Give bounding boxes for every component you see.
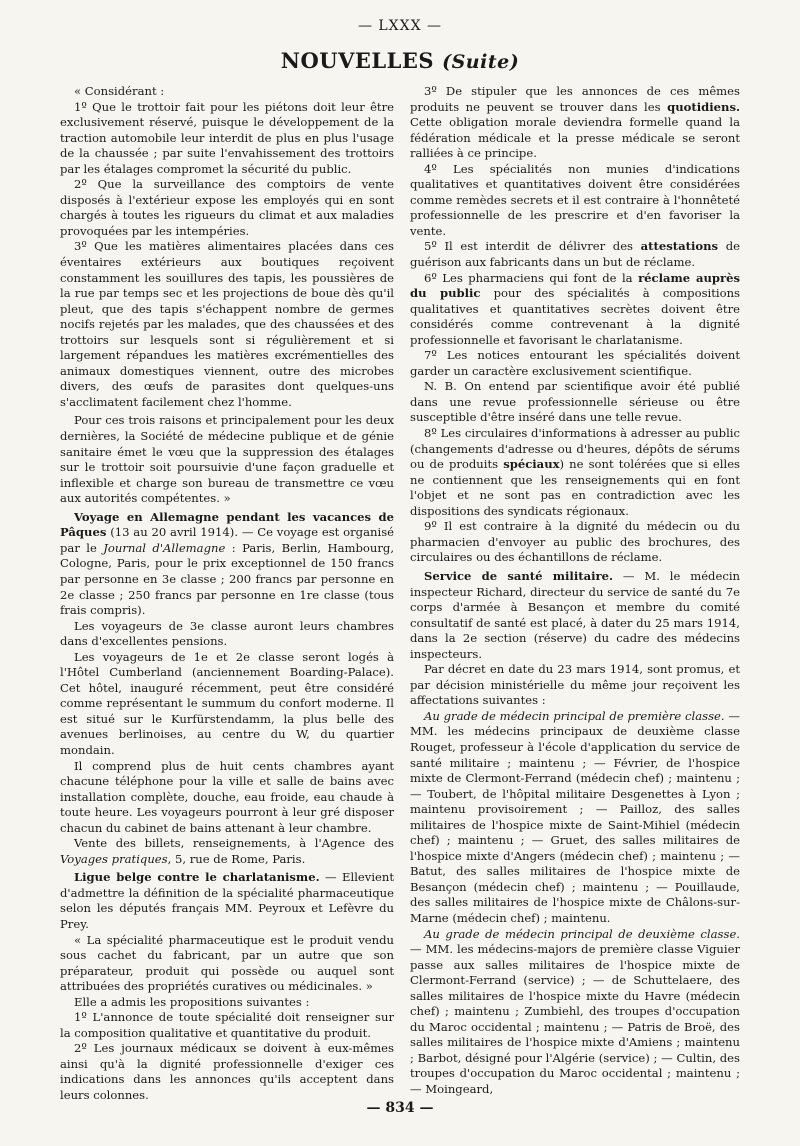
page-numeral: — LXXX — [357, 18, 443, 34]
ligue-paragraph [60, 870, 394, 932]
paragraph: Les voyageurs de 1e et 2e classe seront logés à l'Hôtel Cumberland (anciennement Boarding-Palace). Cet hôtel, inauguré récemment, peut être considéré comme représentant le summum du confort moderne. Il est situé sur le Kurfürstendamm, la plus belle des avenues berlinoises, au centre du W, du quartier mondain. [60, 649, 394, 757]
text: de guérison aux fabricants dans un but de réclame. [410, 239, 741, 270]
text: pour des spécialités à compositions qualitatives et quantitatives secrètes doivent être considérés comme contrevenant à la dignité professionnelle et favorisant le charlatanisme. [410, 286, 740, 347]
journal-title: Journal d'Allemagne [103, 540, 226, 555]
paragraph: 9º Il est contraire à la dignité du médecin ou du pharmacien d'envoyer au public des brochures, des circulaires ou des échantillons de réclame. [410, 519, 740, 565]
paragraph: Il comprend plus de huit cents chambres ayant chacune téléphone pour la ville et salle de bains avec installation complète, douche, eau froide, eau chaude à toute heure. Les voyageurs pourront à leur gré disposer chacun du cabinet de bains attenant à leur chambre. [60, 758, 394, 835]
text: 5º Il est interdit de délivrer des [424, 239, 634, 254]
agency-name: Voyages pratiques [60, 851, 168, 866]
paragraph [410, 84, 740, 162]
page-number: — 834 — [366, 1100, 434, 1116]
text: Cette obligation morale deviendra formelle quand la fédération médicale et la presse médicale se seront ralliées à ce principe. [410, 115, 740, 161]
paragraph: 3º Que les matières alimentaires placées dans ces éventaires extérieurs aux boutiques reçoivent constamment les souillures des tapis, les poussières de la rue par temps sec et les projections de boue dès qu'il pleut, que des tapis s'échappent nombre de germes nocifs rejetés par les malades, que des chaussées et des trottoirs sur lesquels sont si régulièrement et si largement répandues les matières excrémentielles des animaux domestiques viennent, outre des microbes divers, des œufs de parasites dont quelques-uns s'acclimatent facilement chez l'homme. [60, 239, 394, 409]
voyage-paragraph [60, 510, 394, 619]
emphasis: attestations [640, 239, 719, 254]
left-column [60, 84, 394, 1104]
text: — MM. les médecins-majors de première classe Viguier passe aux salles militaires de l'hospice mixte de Clermont-Ferrand (service) ; — de Schuttelaere, des salles militaires de l'hospice mixte du Havre (médecin chef) ; maintenu ; Zumbiehl, des troupes d'occupation du Maroc occidental ; maintenu ; — Patris de Broë, des salles militaires de l'hospice mixte d'Amiens ; maintenu ; Barbot, désigné pour l'Algérie (service) ; — Cultin, des troupes d'occupation du Maroc occidental ; maintenu ; — Moingeard, [410, 942, 740, 1096]
page-title [0, 48, 800, 73]
paragraph: « La spécialité pharmaceutique est le produit vendu sous cachet du fabricant, par un autre que son préparateur, produit qui possède ou auquel sont attribuées des propriétés curatives ou médicinales. » [60, 932, 394, 994]
voyage-intro-a: (13 au 20 avril 1914). — Ce voyage est organisé par le [60, 525, 395, 555]
emphasis: spéciaux [503, 457, 560, 472]
paragraph [410, 426, 740, 519]
paragraph: 2º Que la surveillance des comptoirs de vente disposés à l'extérieur expose les employés qui en sont chargés à toutes les rigueurs du climat et aux maladies provoquées par les intempéries. [60, 177, 394, 238]
paragraph: 1º L'annonce de toute spécialité doit renseigner sur la composition qualitative et quantitative du produit. [60, 1010, 394, 1040]
grade-heading: Au grade de médecin principal de deuxième classe. [424, 926, 740, 941]
grade-heading: Au grade de médecin principal de première classe. [424, 708, 725, 723]
paragraph: « Considérant : [74, 84, 165, 98]
service-paragraph [410, 569, 740, 662]
voyage-intro-b: : Paris, Berlin, Hambourg, Cologne, Paris, pour le prix exceptionnel de 150 francs par personne en 3e classe ; 200 francs par personne en 2e classe ; 250 francs par personne en 1re classe (tous frais compris). [60, 540, 395, 618]
text: — Ellevient d'admettre la définition de la spécialité pharmaceutique selon les députés français MM. Peyroux et Lefèvre du Prey. [60, 870, 395, 931]
emphasis: quotidiens. [667, 99, 741, 114]
paragraph: 1º Que le trottoir fait pour les piétons doit leur être exclusivement réservé, puisque le développement de la traction automobile leur interdit de plus en plus l'usage de la chaussée ; par suite l'envahissement des trottoirs par les étalages compromet la sécurité du public. [60, 99, 394, 176]
text: , 5, rue de Rome, Paris. [167, 851, 306, 866]
paragraph [60, 836, 394, 867]
paragraph: Les voyageurs de 3e classe auront leurs chambres dans d'excellentes pensions. [60, 618, 394, 649]
paragraph: Par décret en date du 23 mars 1914, sont promus, et par décision ministérielle du même jour reçoivent les affectations suivantes : [410, 662, 740, 708]
paragraph [410, 927, 740, 1098]
paragraph: Elle a admis les propositions suivantes : [74, 994, 310, 1009]
paragraph [410, 239, 740, 270]
paragraph: Pour ces trois raisons et principalement pour les deux dernières, la Société de médecine publique et de génie sanitaire émet le vœu que la suppression des étalages sur le trottoir soit poursuivie d'une façon graduelle et inflexible et charge son bureau de transmettre ce vœu aux autorités compétentes. » [60, 413, 394, 506]
section-heading: Voyage en Allemagne pendant les vacances de Pâques [60, 509, 394, 540]
text: 3º De stipuler que les annonces de ces mêmes produits ne peuvent se trouver dans les [410, 84, 740, 114]
paragraph [410, 709, 740, 927]
paragraph: N. B. On entend par scientifique avoir été publié dans une revue professionnelle sérieuse ou être susceptible d'être inséré dans une telle revue. [410, 379, 740, 425]
section-heading: Ligue belge contre le charlatanisme. [74, 870, 320, 885]
paragraph [410, 271, 740, 349]
title-text: NOUVELLES [280, 48, 435, 73]
right-column [410, 84, 740, 1098]
text: 6º Les pharmaciens qui font de la [424, 270, 633, 285]
text: — M. le médecin inspecteur Richard, directeur du service de santé du 7e corps d'armée à Besançon et membre du comité consultatif de santé est placé, à dater du 25 mars 1914, dans la 2e section (réserve) du cadre des médecins inspecteurs. [410, 568, 741, 661]
emphasis: réclame auprès du public [410, 270, 741, 301]
text: ) ne sont tolérées que si elles ne contiennent que les renseignements qui en font l'objet et ne sont pas en contradiction avec les dispositions des syndicats régionaux. [410, 457, 740, 518]
title-suffix: (Suite) [442, 51, 520, 73]
text: — MM. les médecins principaux de deuxième classe Rouget, professeur à l'école d'application du service de santé militaire ; maintenu ; — Février, de l'hospice mixte de Clermont-Ferrand (médecin chef) ; maintenu ; — Toubert, de l'hôpital militaire Desgenettes à Lyon ; maintenu provisoirement ; — Pailloz, des salles militaires de l'hospice mixte de Saint-Mihiel (médecin chef) ; maintenu ; — Gruet, des salles militaires de l'hospice mixte d'Angers (médecin chef) ; maintenu ; — Batut, des salles militaires de l'hospice mixte de Besançon (médecin chef) ; maintenu ; — Pouillaude, des salles militaires de l'hospice mixte de Châlons-sur-Marne (médecin chef) ; maintenu. [410, 708, 740, 925]
text: 8º Les circulaires d'informations à adresser au public (changements d'adresse ou d'heures, dépôts de sérums ou de produits [410, 426, 740, 472]
paragraph: 2º Les journaux médicaux se doivent à eux-mêmes ainsi qu'à la dignité professionnelle d'exiger ces indications dans les annonces qu'ils acceptent dans leurs colonnes. [60, 1041, 394, 1102]
text: Vente des billets, renseignements, à l'Agence des [74, 836, 394, 851]
section-heading: Service de santé militaire. [424, 568, 614, 583]
paragraph: 4º Les spécialités non munies d'indications qualitatives et quantitatives doivent être considérées comme remèdes secrets et il est contraire à l'honnêteté professionnelle de les prescrire et d'en favoriser la vente. [410, 161, 740, 238]
paragraph: 7º Les notices entourant les spécialités doivent garder un caractère exclusivement scientifique. [410, 348, 740, 378]
